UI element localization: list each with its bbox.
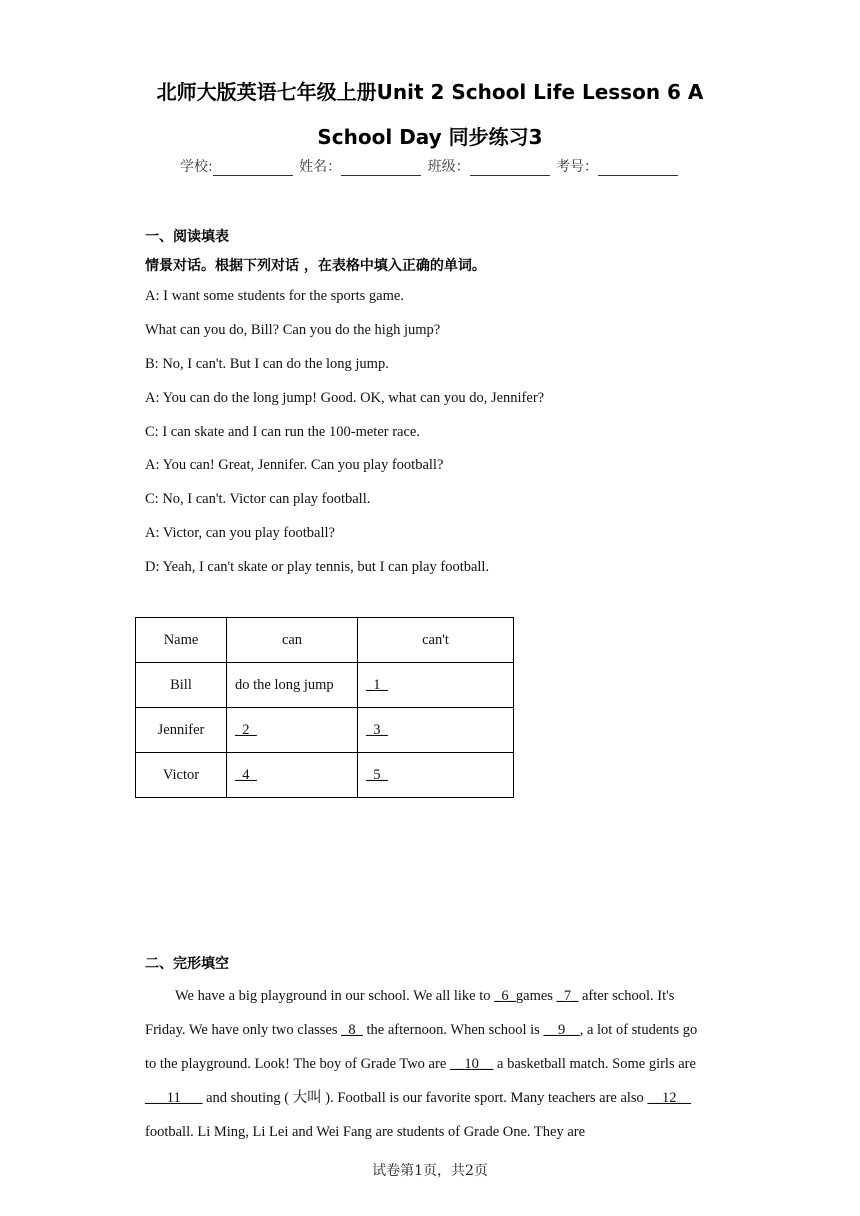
class-blank[interactable]	[470, 161, 550, 176]
student-info-fields	[0, 156, 860, 176]
answer-blank-3[interactable]	[358, 708, 514, 753]
exam-number-label: 考号：	[556, 159, 599, 175]
answer-blank-5[interactable]	[358, 753, 514, 798]
passage-text: after school. It's Friday. We have only two classes	[145, 988, 675, 1038]
cloze-blank-10[interactable]: __10__	[449, 1056, 494, 1072]
dialogue-line: What can you do, Bill? Can you do the high jump?	[145, 322, 441, 338]
header-cant: can't	[358, 618, 514, 663]
blank-label: _2_	[235, 721, 257, 738]
passage-text: the afternoon. When school is	[362, 1022, 544, 1038]
row-name: Bill	[136, 663, 227, 708]
table-row	[136, 708, 514, 753]
cloze-blank-8[interactable]: _8_	[341, 1022, 363, 1038]
title-line-1: 北师大版英语七年级上册Unit 2 School Life Lesson 6 A	[156, 80, 704, 104]
row-name: Jennifer	[136, 708, 227, 753]
section1-instruction: 情景对话。根据下列对话 ，在表格中填入正确的单词。	[145, 258, 486, 274]
page-footer: 试卷第1页，共2页	[372, 1163, 488, 1179]
dialogue-line: A: I want some students for the sports game.	[145, 288, 404, 304]
passage-text: games	[515, 988, 557, 1004]
passage-text: football. Li Ming, Li Lei and Wei Fang are students of Grade One. They are	[145, 1124, 586, 1140]
class-label: 班级：	[427, 159, 470, 175]
passage-text: and shouting ( 大叫 ). Football is our favorite sport. Many teachers are also	[202, 1090, 648, 1106]
name-blank[interactable]	[341, 161, 421, 176]
cloze-blank-11[interactable]: ___11___	[145, 1090, 203, 1106]
blank-label: _3_	[366, 721, 388, 738]
school-label: 学校:	[179, 159, 213, 175]
dialogue-line: B: No, I can't. But I can do the long jump.	[145, 356, 389, 372]
exam-number-blank[interactable]	[598, 161, 678, 176]
dialogue-line: A: You can do the long jump! Good. OK, what can you do, Jennifer?	[145, 390, 545, 406]
passage-text: a basketball match. Some girls are	[493, 1056, 696, 1072]
cloze-passage	[145, 979, 710, 1149]
dialogue-line: A: You can! Great, Jennifer. Can you play football?	[145, 457, 444, 473]
cloze-blank-12[interactable]: __12__	[647, 1090, 691, 1106]
cloze-blank-9[interactable]: __9__	[543, 1022, 580, 1038]
table-row	[136, 753, 514, 798]
answer-blank-2[interactable]	[227, 708, 358, 753]
header-can: can	[227, 618, 358, 663]
dialogue-line: D: Yeah, I can't skate or play tennis, but I can play football.	[145, 559, 490, 575]
cloze-blank-6[interactable]: _6_	[494, 988, 516, 1004]
answer-blank-1[interactable]	[358, 663, 514, 708]
passage-text: , a lot of students go to the playground. Look! The boy of Grade Two are	[145, 1022, 698, 1072]
blank-label: _4_	[235, 766, 257, 783]
header-name: Name	[136, 618, 227, 663]
answer-blank-4[interactable]	[227, 753, 358, 798]
blank-label: _1_	[366, 676, 388, 693]
section1-heading: 一、阅读填表	[145, 229, 229, 245]
dialogue-line: C: No, I can't. Victor can play football.	[145, 491, 371, 507]
cloze-blank-7[interactable]: _7_	[556, 988, 579, 1004]
section2-heading: 二、完形填空	[145, 956, 229, 972]
passage-text: We have a big playground in our school. We all like to	[175, 988, 495, 1004]
dialogue-line: C: I can skate and I can run the 100-meter race.	[145, 424, 420, 440]
school-blank[interactable]	[213, 161, 293, 176]
answer-table	[135, 617, 514, 798]
title-line-2: School Day 同步练习3	[317, 125, 543, 149]
table-row	[136, 663, 514, 708]
dialogue-line: A: Victor, can you play football?	[145, 525, 335, 541]
name-label: 姓名：	[299, 159, 342, 175]
table-header-row	[136, 618, 514, 663]
blank-label: _5_	[366, 766, 388, 783]
row-can: do the long jump	[227, 663, 358, 708]
row-name: Victor	[136, 753, 227, 798]
